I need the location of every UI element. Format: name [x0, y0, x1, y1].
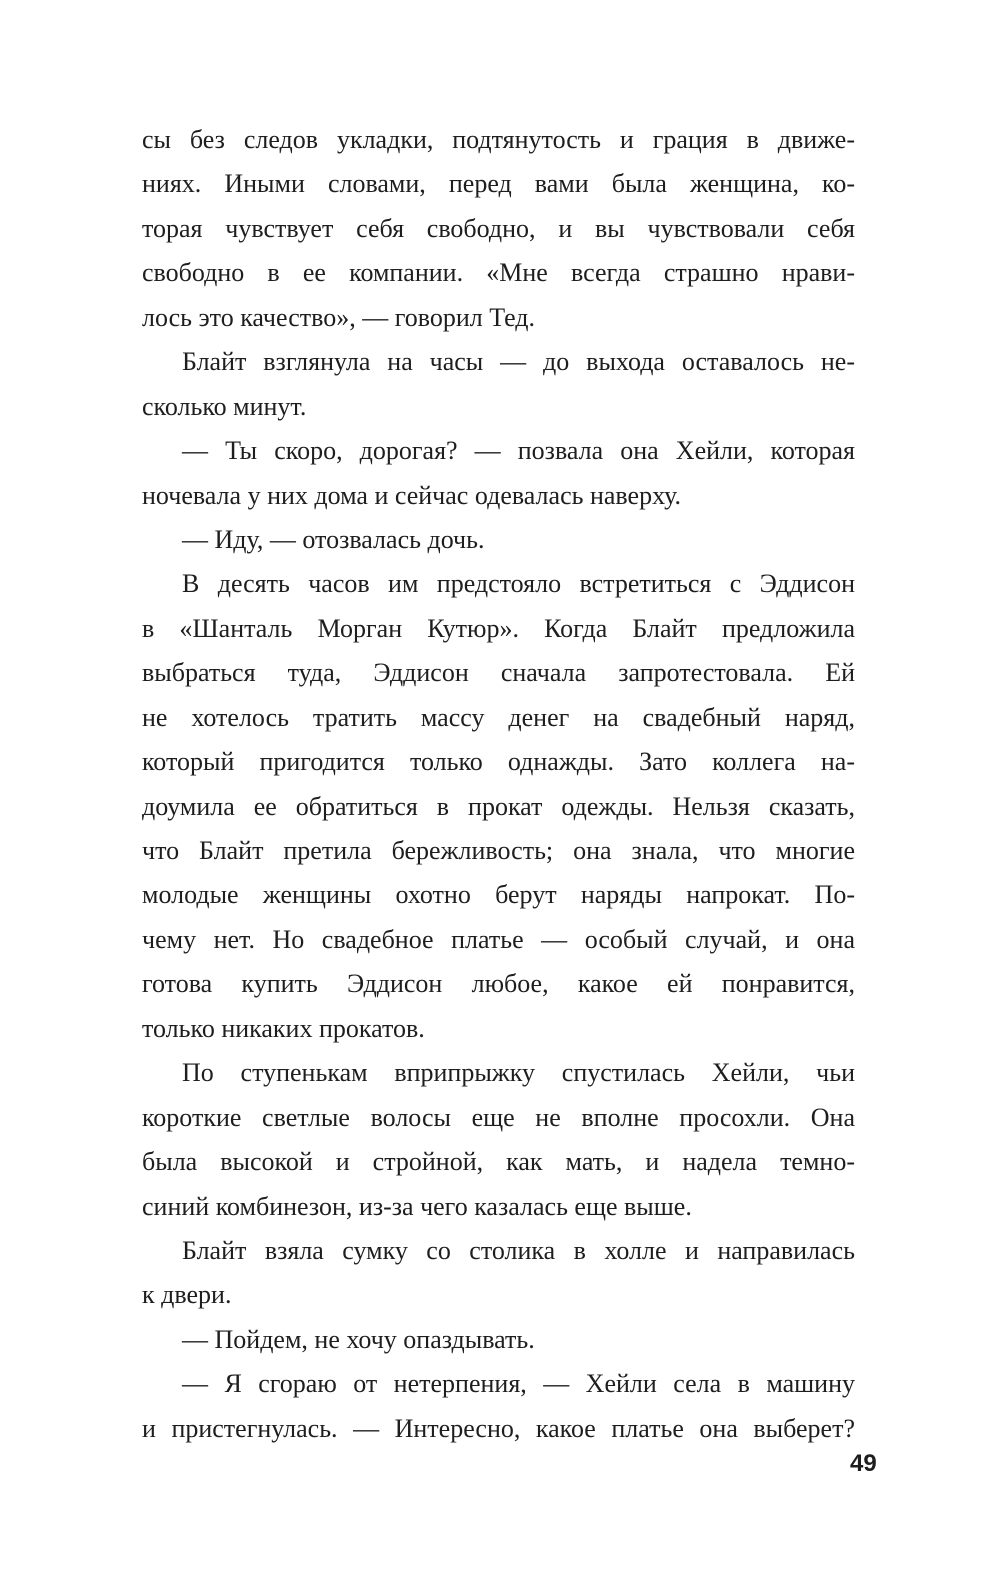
page-number: 49	[850, 1450, 877, 1477]
text-line: лось это качество», — говорил Тед.	[142, 302, 536, 332]
text-line: — Я сгораю от нетерпения, — Хейли села в машину	[182, 1369, 855, 1399]
text-line: в «Шанталь Морган Кутюр». Когда Блайт предложила	[142, 613, 855, 643]
text-line: — Пойдем, не хочу опаздывать.	[182, 1324, 535, 1354]
text-line: только никаких прокатов.	[142, 1013, 425, 1043]
text-line: который пригодится только однажды. Зато коллега на-	[142, 747, 855, 777]
text-line: — Ты скоро, дорогая? — позвала она Хейли, которая	[182, 436, 855, 466]
text-line: была высокой и стройной, как мать, и надела темно-	[142, 1147, 855, 1177]
text-line: — Иду, — отозвалась дочь.	[182, 524, 485, 554]
text-line: По ступенькам вприпрыжку спустилась Хейли, чьи	[182, 1058, 855, 1088]
text-line: Блайт взглянула на часы — до выхода оставалось не-	[182, 347, 855, 377]
text-line: свободно в ее компании. «Мне всегда страшно нрави-	[142, 258, 855, 288]
text-line: торая чувствует себя свободно, и вы чувствовали себя	[142, 213, 855, 243]
text-line: молодые женщины охотно берут наряды напрокат. По-	[142, 880, 855, 910]
text-line: ниях. Иными словами, перед вами была женщина, ко-	[142, 169, 855, 199]
text-line: Блайт взяла сумку со столика в холле и направилась	[182, 1235, 855, 1265]
text-line: готова купить Эддисон любое, какое ей понравится,	[142, 969, 855, 999]
text-line: что Блайт претила бережливость; она знала, что многие	[142, 836, 855, 865]
text-line: к двери.	[142, 1280, 232, 1310]
text-line: синий комбинезон, из-за чего казалась еще выше.	[142, 1191, 692, 1221]
text-line: чему нет. Но свадебное платье — особый случай, и она	[142, 924, 855, 954]
body-text	[142, 118, 855, 1451]
text-line: короткие светлые волосы еще не вполне просохли. Она	[142, 1102, 855, 1132]
text-line: В десять часов им предстояло встретиться с Эддисон	[182, 569, 855, 599]
text-line: доумила ее обратиться в прокат одежды. Нельзя сказать,	[142, 791, 855, 821]
text-line: сколько минут.	[142, 391, 307, 421]
text-line: ночевала у них дома и сейчас одевалась наверху.	[142, 480, 681, 510]
text-line: выбраться туда, Эддисон сначала запротестовала. Ей	[142, 658, 855, 688]
text-line: и пристегнулась. — Интересно, какое платье она выберет?	[142, 1413, 855, 1443]
text-line: не хотелось тратить массу денег на свадебный наряд,	[142, 702, 855, 732]
text-line: сы без следов укладки, подтянутость и грация в движе-	[142, 125, 855, 154]
